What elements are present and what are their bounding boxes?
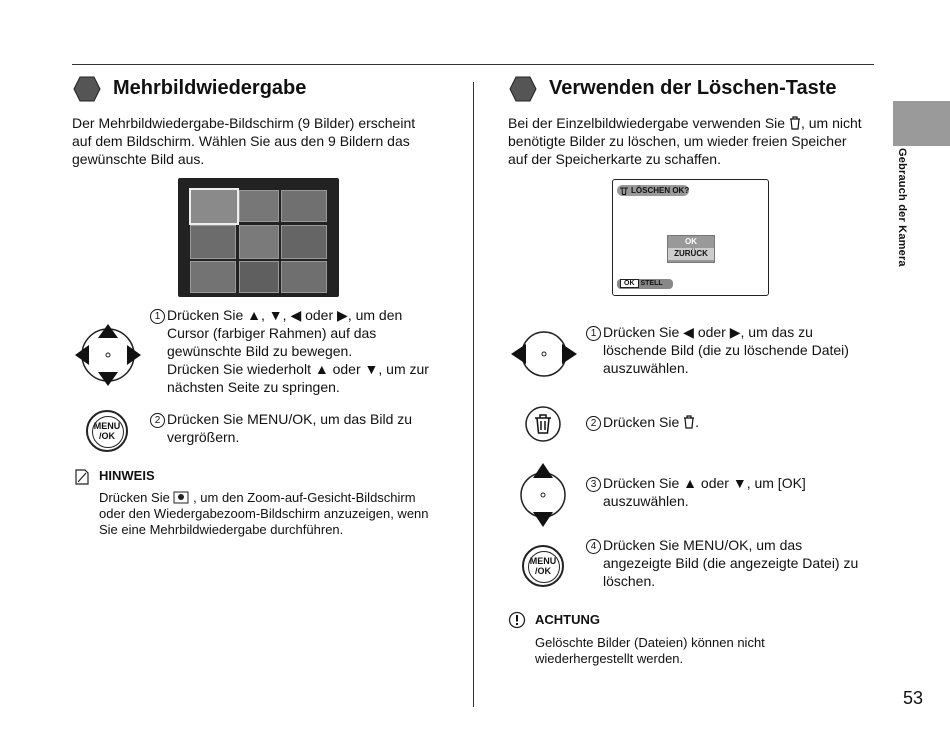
thumbnail: [190, 261, 236, 293]
achtung-text: Gelöschte Bilder (Dateien) können nicht wiederhergestellt werden.: [535, 635, 765, 666]
confirm-menu: OK ZURÜCK: [667, 235, 715, 263]
column-divider: [473, 82, 474, 707]
four-way-pad-up-down-icon: [519, 462, 567, 528]
menu-ok-button-icon: MENU /OK: [86, 410, 128, 452]
delete-confirm-screen: [612, 179, 769, 296]
hinweis-text: Drücken Sie , um den Zoom-auf-Gesicht-Bildschirm oder den Wiedergabezoom-Bildschirm anzuzeigen, wenn Sie eine Mehrbildwiedergabe durchführen.: [99, 490, 429, 537]
section-hexagon-icon: [509, 76, 537, 102]
delete-header: LÖSCHEN OK?: [617, 185, 689, 196]
face-zoom-icon: [173, 491, 189, 504]
thumbnail: [281, 225, 327, 259]
note-pencil-icon: [73, 468, 91, 486]
warning-icon: [508, 611, 526, 629]
right-intro: Bei der Einzelbildwiedergabe verwenden Sie , um nicht benötigte Bilder zu löschen, um wieder freien Speicher auf der Speicherkarte zu schaffen.: [508, 115, 862, 167]
top-rule: [72, 64, 874, 65]
left-step-1: 1 Drücken Sie ▲, ▼, ◀ oder ▶, um den Cursor (farbiger Rahmen) auf das gewünschte Bild zu bewegen. Drücken Sie wiederholt ▲ oder ▼, um zur nächsten Seite zu springen.: [150, 306, 450, 396]
achtung-title: ACHTUNG: [535, 612, 600, 627]
right-step-3: 3 Drücken Sie ▲ oder ▼, um [OK] auszuwählen.: [586, 474, 886, 510]
side-tab-label: Gebrauch der Kamera: [896, 148, 908, 267]
thumbnail: [281, 261, 327, 293]
left-step-2: 2 Drücken Sie MENU/OK, um das Bild zu vergrößern.: [150, 410, 450, 446]
left-section-title: Mehrbildwiedergabe: [113, 77, 307, 99]
thumbnail-selected: [189, 188, 239, 225]
right-step-1: 1 Drücken Sie ◀ oder ▶, um das zu löschende Bild (die zu löschende Datei) auszuwählen.: [586, 323, 886, 377]
menu-ok-button-icon: MENU /OK: [522, 545, 564, 587]
left-intro: Der Mehrbildwiedergabe-Bildschirm (9 Bilder) erscheint auf dem Bildschirm. Wählen Sie aus den 9 Bildern das gewünschte Bild aus.: [72, 115, 416, 167]
trash-icon: [620, 186, 628, 195]
right-section-title: Verwenden der Löschen-Taste: [549, 77, 837, 99]
side-tab: [893, 101, 950, 146]
trash-button-icon: [524, 405, 562, 443]
section-hexagon-icon: [73, 76, 101, 102]
trash-icon: [683, 415, 695, 429]
right-step-4: 4 Drücken Sie MENU/OK, um das angezeigte Bild (die angezeigte Datei) zu löschen.: [586, 536, 886, 590]
multi-frame-screen: [178, 178, 339, 297]
four-way-pad-left-right-icon: [510, 330, 578, 378]
trash-icon: [789, 116, 801, 130]
thumbnail: [239, 225, 279, 259]
thumbnail: [190, 225, 236, 259]
right-step-2: 2 Drücken Sie .: [586, 413, 886, 431]
thumbnail: [281, 190, 327, 222]
screen-footer: OK STELL: [617, 279, 673, 289]
thumbnail: [239, 261, 279, 293]
page-number: 53: [903, 688, 924, 708]
hinweis-title: HINWEIS: [99, 468, 155, 483]
four-way-pad-icon: [74, 322, 142, 388]
thumbnail: [239, 190, 279, 222]
